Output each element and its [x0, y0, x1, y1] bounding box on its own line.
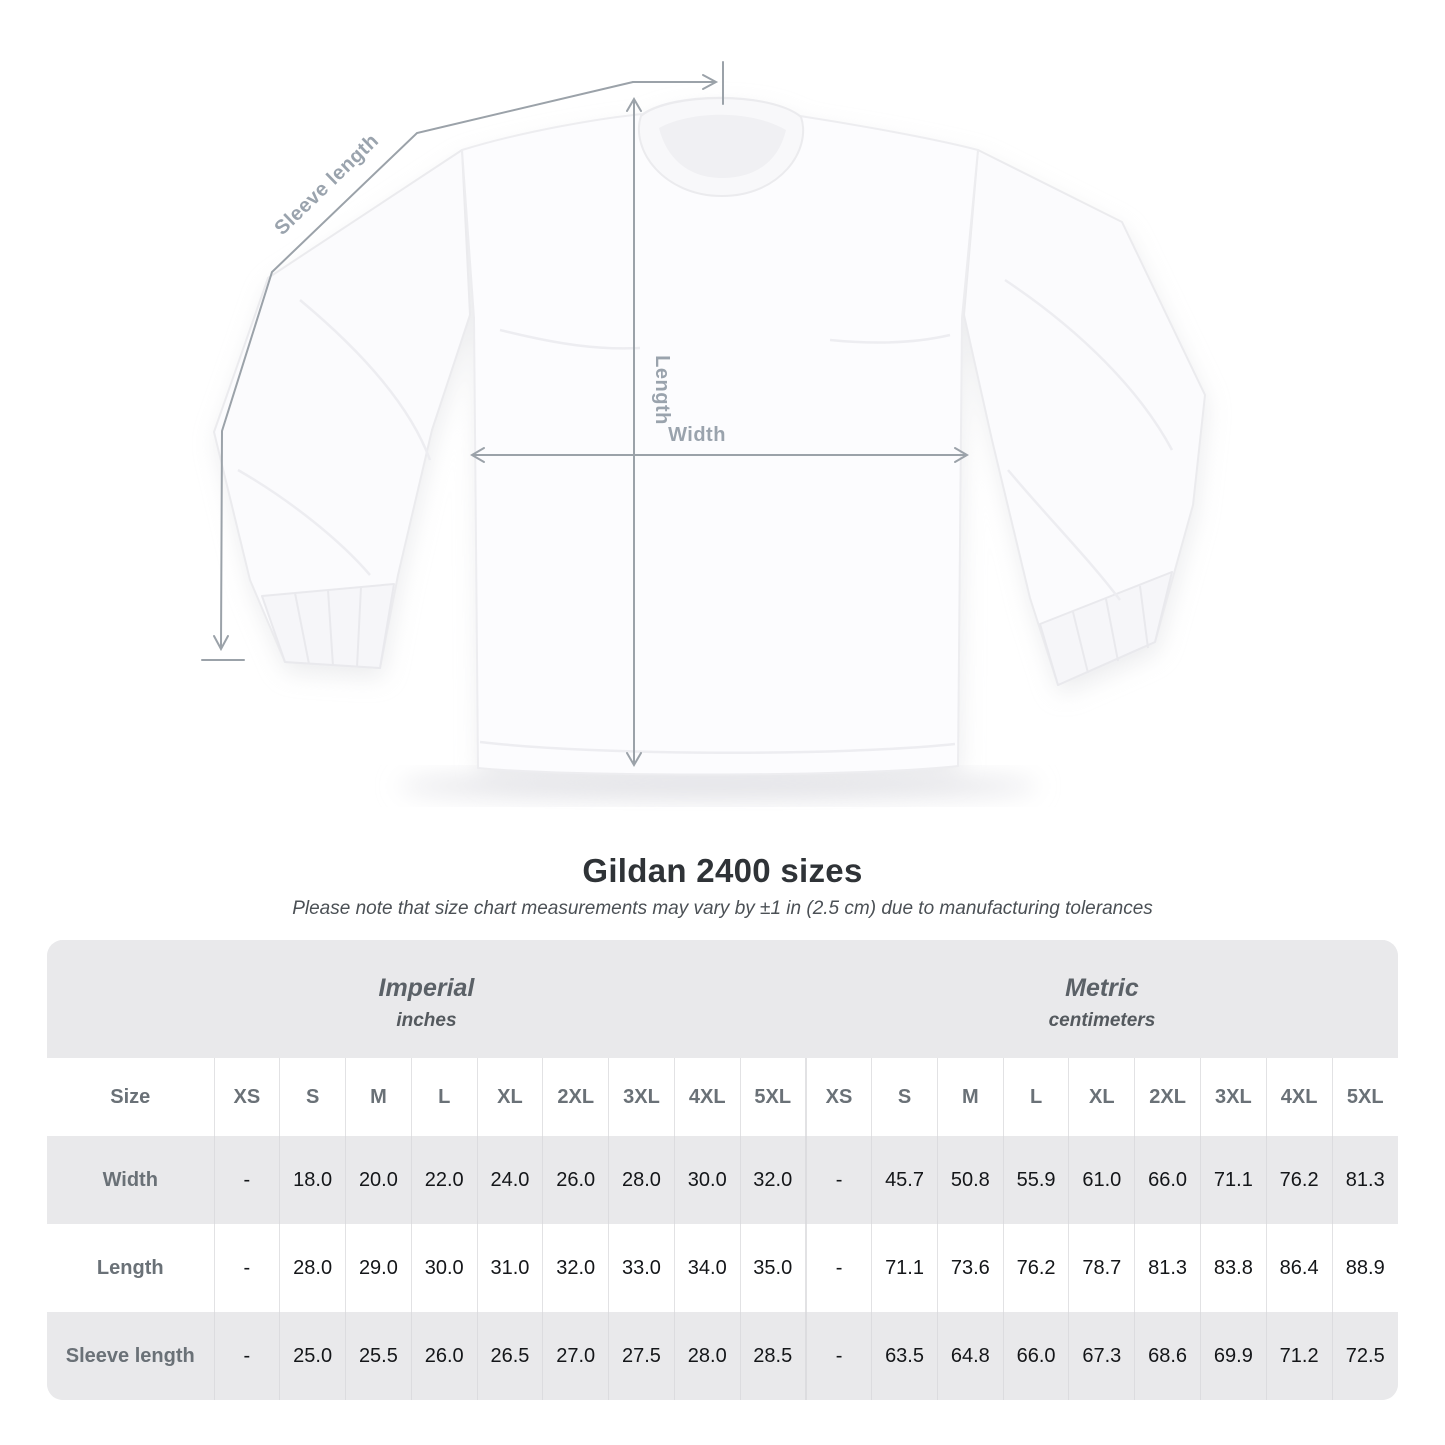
hem-shadow: [398, 772, 1038, 800]
size-column-header: XS: [806, 1058, 872, 1136]
value-cell: 88.9: [1332, 1224, 1398, 1312]
value-cell: -: [806, 1136, 872, 1224]
size-column-header: 4XL: [1266, 1058, 1332, 1136]
unit-group-unit: centimeters: [1048, 1010, 1156, 1031]
size-column-header: 3XL: [1200, 1058, 1266, 1136]
length-row: [47, 1224, 1398, 1312]
size-column-header: S: [872, 1058, 938, 1136]
value-cell: -: [806, 1312, 872, 1400]
value-cell: 86.4: [1266, 1224, 1332, 1312]
value-cell: 64.8: [937, 1312, 1003, 1400]
value-cell: 26.0: [543, 1136, 609, 1224]
value-cell: 22.0: [411, 1136, 477, 1224]
size-column-header: XL: [477, 1058, 543, 1136]
value-cell: 25.5: [346, 1312, 412, 1400]
size-column-header: 2XL: [1135, 1058, 1201, 1136]
value-cell: 25.0: [280, 1312, 346, 1400]
size-header: Size: [47, 1058, 214, 1136]
value-cell: -: [214, 1224, 280, 1312]
unit-group-metric: [806, 940, 1398, 1058]
value-cell: 30.0: [411, 1224, 477, 1312]
value-cell: 67.3: [1069, 1312, 1135, 1400]
value-cell: 26.0: [411, 1312, 477, 1400]
row-label: Length: [47, 1224, 214, 1312]
size-header-row: [47, 1058, 1398, 1136]
size-table: [47, 940, 1398, 1400]
size-table-grid: [47, 940, 1398, 1400]
value-cell: 78.7: [1069, 1224, 1135, 1312]
value-cell: 72.5: [1332, 1312, 1398, 1400]
value-cell: 27.0: [543, 1312, 609, 1400]
header-band-row: [47, 940, 1398, 1058]
value-cell: 81.3: [1332, 1136, 1398, 1224]
value-cell: 66.0: [1135, 1136, 1201, 1224]
value-cell: 71.1: [1200, 1136, 1266, 1224]
value-cell: 28.0: [609, 1136, 675, 1224]
value-cell: 35.0: [740, 1224, 806, 1312]
size-column-header: 5XL: [1332, 1058, 1398, 1136]
size-column-header: L: [411, 1058, 477, 1136]
value-cell: 50.8: [937, 1136, 1003, 1224]
value-cell: 63.5: [872, 1312, 938, 1400]
size-column-header: XL: [1069, 1058, 1135, 1136]
value-cell: 45.7: [872, 1136, 938, 1224]
row-label: Sleeve length: [47, 1312, 214, 1400]
unit-group-title: Imperial: [378, 974, 475, 1002]
unit-group-imperial: [47, 940, 806, 1058]
value-cell: 30.0: [674, 1136, 740, 1224]
value-cell: -: [214, 1136, 280, 1224]
value-cell: -: [806, 1224, 872, 1312]
value-cell: 26.5: [477, 1312, 543, 1400]
value-cell: 34.0: [674, 1224, 740, 1312]
value-cell: 73.6: [937, 1224, 1003, 1312]
page-subtitle: Please note that size chart measurements may vary by ±1 in (2.5 cm) due to manufacturing tolerances: [292, 898, 1153, 919]
value-cell: 28.5: [740, 1312, 806, 1400]
value-cell: 68.6: [1135, 1312, 1201, 1400]
value-cell: 28.0: [280, 1224, 346, 1312]
value-cell: 18.0: [280, 1136, 346, 1224]
value-cell: 32.0: [543, 1224, 609, 1312]
row-label: Width: [47, 1136, 214, 1224]
size-column-header: S: [280, 1058, 346, 1136]
value-cell: 81.3: [1135, 1224, 1201, 1312]
size-column-header: M: [937, 1058, 1003, 1136]
size-column-header: 5XL: [740, 1058, 806, 1136]
length-label: Length: [651, 355, 673, 425]
value-cell: 55.9: [1003, 1136, 1069, 1224]
size-column-header: 3XL: [609, 1058, 675, 1136]
sleeve-length-label: Sleeve length: [270, 129, 384, 240]
cuff-left: [262, 584, 394, 668]
width-label: Width: [668, 424, 726, 446]
value-cell: -: [214, 1312, 280, 1400]
value-cell: 29.0: [346, 1224, 412, 1312]
unit-group-unit: inches: [396, 1010, 457, 1031]
value-cell: 24.0: [477, 1136, 543, 1224]
value-cell: 28.0: [674, 1312, 740, 1400]
value-cell: 69.9: [1200, 1312, 1266, 1400]
value-cell: 31.0: [477, 1224, 543, 1312]
sleeve-length-row: [47, 1312, 1398, 1400]
value-cell: 32.0: [740, 1136, 806, 1224]
width-row: [47, 1136, 1398, 1224]
value-cell: 71.1: [872, 1224, 938, 1312]
size-column-header: XS: [214, 1058, 280, 1136]
value-cell: 20.0: [346, 1136, 412, 1224]
page-title: Gildan 2400 sizes: [582, 852, 863, 889]
size-column-header: M: [346, 1058, 412, 1136]
size-column-header: L: [1003, 1058, 1069, 1136]
value-cell: 76.2: [1266, 1136, 1332, 1224]
heading-block: [0, 852, 1445, 920]
value-cell: 27.5: [609, 1312, 675, 1400]
size-column-header: 2XL: [543, 1058, 609, 1136]
unit-group-title: Metric: [1065, 974, 1139, 1002]
size-column-header: 4XL: [674, 1058, 740, 1136]
value-cell: 71.2: [1266, 1312, 1332, 1400]
value-cell: 66.0: [1003, 1312, 1069, 1400]
value-cell: 33.0: [609, 1224, 675, 1312]
value-cell: 83.8: [1200, 1224, 1266, 1312]
value-cell: 61.0: [1069, 1136, 1135, 1224]
value-cell: 76.2: [1003, 1224, 1069, 1312]
